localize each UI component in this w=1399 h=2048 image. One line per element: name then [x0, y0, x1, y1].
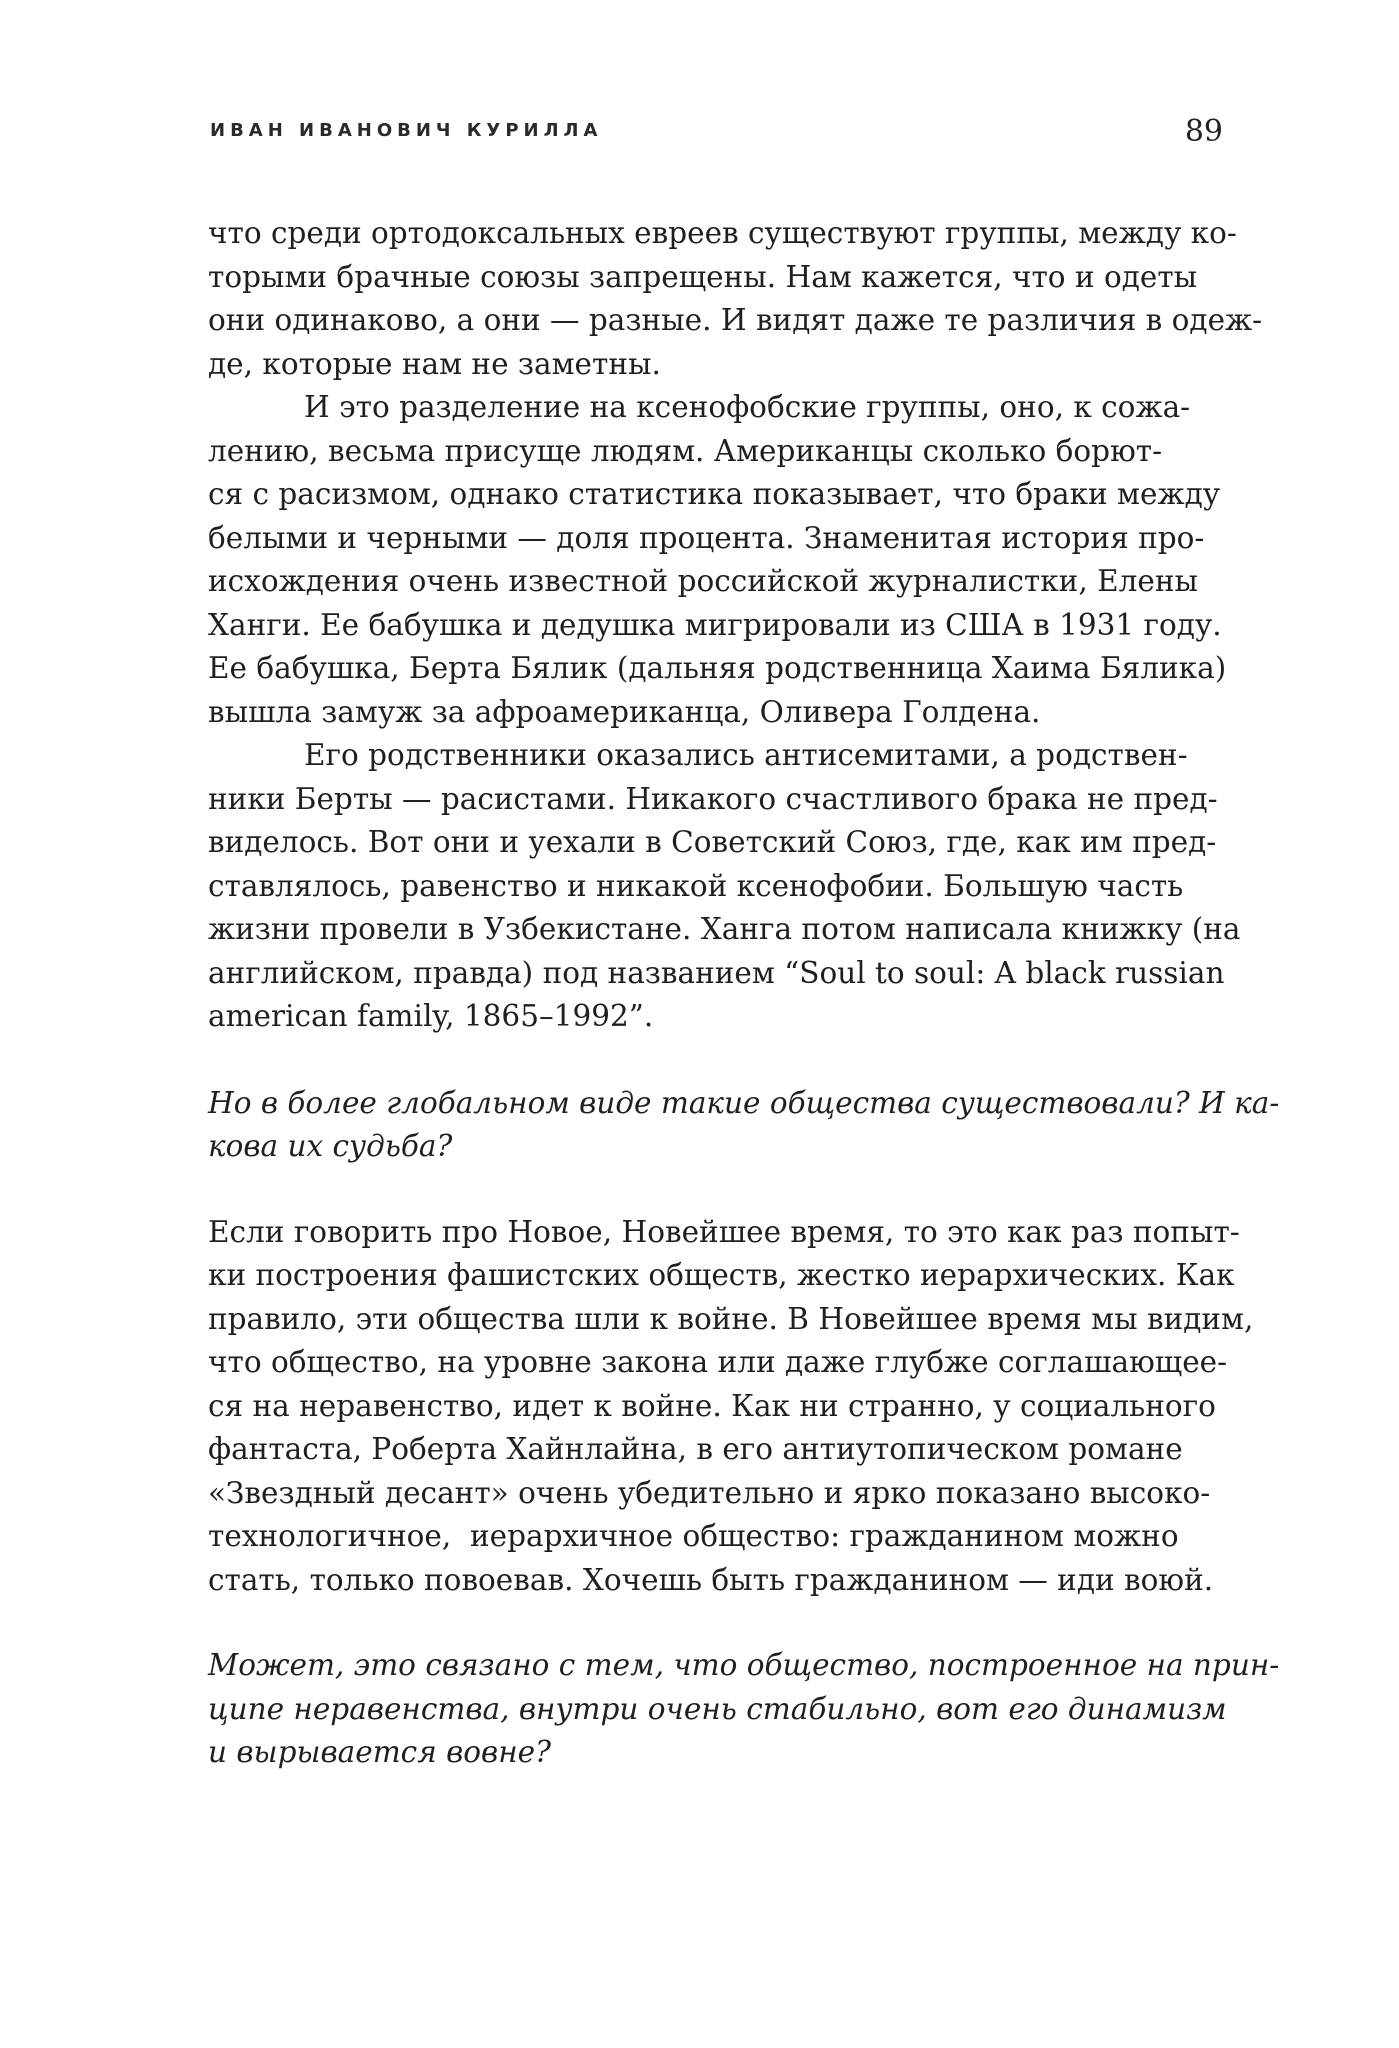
- text-line: Если говорить про Новое, Новейшее время, то это как раз попыт-: [208, 1214, 1240, 1249]
- text-line: правило, эти общества шли к войне. В Новейшее время мы видим,: [208, 1301, 1254, 1336]
- text-line: ки построения фашистских обществ, жестко иерархических. Как: [208, 1258, 1235, 1292]
- paragraph-2: [208, 386, 1227, 734]
- text-line: Его родственники оказались антисемитами, а родствен-: [304, 738, 1188, 772]
- text-line: исхождения очень известной российской журналистки, Елены: [208, 564, 1198, 598]
- text-line: и вырывается вовне?: [208, 1735, 551, 1769]
- text-line: Ханги. Ее бабушка и дедушка мигрировали из США в 1931 году.: [208, 607, 1222, 642]
- text-line: жизни провели в Узбекистане. Ханга потом написала книжку (на: [208, 912, 1241, 946]
- text-line: вышла замуж за афроамериканца, Оливера Голдена.: [208, 694, 1041, 729]
- text-line: «Звездный десант» очень убедительно и ярко показано высоко-: [208, 1475, 1211, 1510]
- text-line: фантаста, Роберта Хайнлайна, в его антиутопическом романе: [208, 1432, 1183, 1466]
- text-line: торыми брачные союзы запрещены. Нам кажется, что и одеты: [208, 259, 1198, 294]
- text-line: Ее бабушка, Берта Бялик (дальняя родственница Хаима Бялика): [208, 651, 1227, 685]
- text-line: ципе неравенства, внутри очень стабильно, вот его динамизм: [208, 1691, 1227, 1726]
- interview-question-1: [208, 1082, 1280, 1169]
- text-line: ставлялось, равенство и никакой ксенофобии. Большую часть: [208, 868, 1184, 903]
- text-line: лению, весьма присуще людям. Американцы сколько борют-: [208, 433, 1163, 468]
- text-line: де, которые нам не заметны.: [208, 346, 661, 381]
- text-line: кова их судьба?: [208, 1129, 453, 1163]
- text-line: Но в более глобальном виде такие общества существовали? И ка-: [208, 1085, 1280, 1120]
- text-line: что общество, на уровне закона или даже глубже соглашающее-: [208, 1345, 1228, 1379]
- text-line: ся с расизмом, однако статистика показывает, что браки между: [208, 477, 1221, 511]
- paragraph-spacer: [208, 1602, 1224, 1644]
- text-line: Может, это связано с тем, что общество, построенное на прин-: [208, 1648, 1280, 1682]
- text-line: ся на неравенство, идет к войне. Как ни странно, у социального: [208, 1388, 1216, 1423]
- text-line: английском, правда) под названием “Soul to soul: A black russian: [208, 955, 1225, 990]
- text-line: american family, 1865–1992”.: [208, 999, 654, 1033]
- paragraph-spacer: [208, 1039, 1224, 1082]
- text-line: И это разделение на ксенофобские группы, оно, к сожа-: [304, 390, 1191, 424]
- paragraph-spacer: [208, 1169, 1224, 1211]
- text-line: что среди ортодоксальных евреев существуют группы, между ко-: [208, 216, 1237, 250]
- paragraph-3: [208, 734, 1241, 1039]
- page-number: 89: [1184, 114, 1223, 149]
- text-line: они одинаково, а они — разные. И видят даже те различия в одеж-: [208, 303, 1263, 337]
- text-line: технологичное, иерархичное общество: гражданином можно: [208, 1519, 1179, 1553]
- paragraph-1: [208, 212, 1263, 386]
- running-head-author: ИВАН ИВАНОВИЧ КУРИЛЛА: [210, 120, 603, 141]
- interview-question-2: [208, 1644, 1280, 1775]
- page-body: [208, 212, 1280, 1775]
- text-line: белыми и черными — доля процента. Знаменитая история про-: [208, 520, 1205, 555]
- interview-answer-1: [208, 1211, 1254, 1603]
- text-line: стать, только повоевав. Хочешь быть гражданином — иди воюй.: [208, 1562, 1214, 1597]
- text-line: ники Берты — расистами. Никакого счастливого брака не пред-: [208, 781, 1218, 816]
- text-line: виделось. Вот они и уехали в Советский Союз, где, как им пред-: [208, 825, 1217, 859]
